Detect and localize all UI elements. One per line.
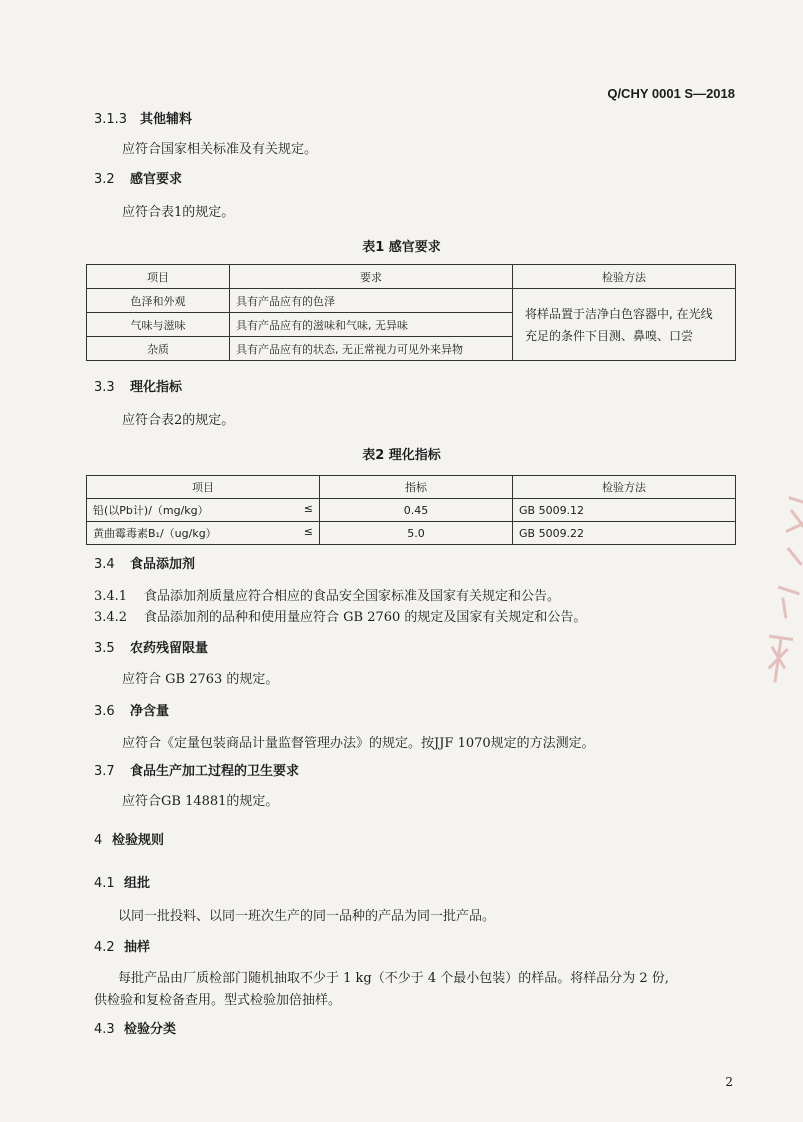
section-number: 4.3: [94, 1022, 115, 1037]
clause-number: 3.4.2: [94, 610, 128, 625]
heading-3-2: [94, 168, 182, 187]
section-title: 检验规则: [112, 833, 165, 848]
table-header-row: [87, 476, 736, 499]
section-number: 3.6: [94, 704, 115, 719]
clause-3-4-2: [94, 606, 586, 625]
item-cell: 色泽和外观: [87, 289, 230, 313]
item-label: 铅(以Pb计)/（mg/kg）: [93, 504, 209, 517]
table-row: [87, 499, 736, 522]
method-cell: GB 5009.22: [513, 522, 736, 545]
item-cell: [87, 522, 320, 545]
heading-4: [94, 829, 164, 848]
header-cell: 检验方法: [513, 265, 736, 289]
section-title: 感官要求: [130, 172, 183, 187]
requirement-cell: 具有产品应有的状态, 无正常视力可见外来异物: [230, 337, 513, 361]
clause-3-4-1: [94, 585, 560, 604]
heading-3-7: [94, 760, 299, 779]
method-cell: 将样品置于洁净白色容器中, 在光线充足的条件下目测、鼻嗅、口尝: [513, 289, 736, 361]
clause-text: 食品添加剂的品种和使用量应符合 GB 2760 的规定及国家有关规定和公告。: [144, 610, 587, 625]
header-cell: 指标: [320, 476, 513, 499]
paragraph-3-3: 应符合表2的规定。: [122, 413, 235, 428]
heading-3-3: [94, 376, 182, 395]
section-title: 其他辅料: [140, 112, 193, 127]
paragraph-3-6: 应符合《定量包装商品计量监督管理办法》的规定。按JJF 1070规定的方法测定。: [122, 736, 595, 751]
method-cell: GB 5009.12: [513, 499, 736, 522]
physicochemical-table: [86, 475, 736, 545]
stamp-mark: [756, 487, 803, 691]
paragraph-3-5: 应符合 GB 2763 的规定。: [122, 672, 279, 687]
paragraph-4-2-line1: 每批产品由厂质检部门随机抽取不少于 1 kg（不少于 4 个最小包装）的样品。将样品分为 2 份,: [118, 971, 669, 986]
value-cell: 5.0: [320, 522, 513, 545]
page-number: 2: [725, 1075, 733, 1089]
table-row: [87, 522, 736, 545]
section-number: 4.2: [94, 940, 115, 955]
heading-4-1: [94, 872, 150, 891]
section-title: 组批: [124, 876, 151, 891]
item-cell: 杂质: [87, 337, 230, 361]
item-cell: 气味与滋味: [87, 313, 230, 337]
table-header-row: [87, 265, 736, 289]
section-title: 净含量: [130, 704, 170, 719]
paragraph-3-1-3: 应符合国家相关标准及有关规定。: [122, 142, 318, 157]
item-label: 黄曲霉毒素B₁/（ug/kg）: [93, 527, 217, 540]
sensory-table: [86, 264, 736, 361]
clause-number: 3.4.1: [94, 589, 128, 604]
section-title: 食品添加剂: [130, 557, 196, 572]
section-number: 3.4: [94, 557, 115, 572]
section-title: 农药残留限量: [130, 641, 209, 656]
table2-caption: 表2 理化指标: [362, 448, 441, 463]
heading-4-3: [94, 1018, 176, 1037]
heading-4-2: [94, 936, 150, 955]
table-row: [87, 289, 736, 313]
header-cell: 检验方法: [513, 476, 736, 499]
paragraph-3-2: 应符合表1的规定。: [122, 205, 235, 220]
heading-3-1-3: [94, 108, 192, 127]
le-symbol: ≤: [303, 525, 313, 538]
section-number: 3.1.3: [94, 112, 128, 127]
header-cell: 要求: [230, 265, 513, 289]
paragraph-4-2-line2: 供检验和复检备查用。型式检验加倍抽样。: [94, 993, 342, 1008]
table1-caption: 表1 感官要求: [362, 240, 441, 255]
standard-code: Q/CHY 0001 S—2018: [607, 86, 735, 101]
section-title: 食品生产加工过程的卫生要求: [130, 764, 300, 779]
section-number: 3.3: [94, 380, 115, 395]
section-number: 3.7: [94, 764, 115, 779]
heading-3-5: [94, 637, 208, 656]
item-cell: [87, 499, 320, 522]
section-title: 理化指标: [130, 380, 183, 395]
value-cell: 0.45: [320, 499, 513, 522]
section-title: 检验分类: [124, 1022, 177, 1037]
le-symbol: ≤: [303, 502, 313, 515]
section-number: 4: [94, 833, 103, 848]
paragraph-4-1: 以同一批投料、以同一班次生产的同一品种的产品为同一批产品。: [118, 909, 496, 924]
section-number: 4.1: [94, 876, 115, 891]
heading-3-4: [94, 553, 195, 572]
section-number: 3.2: [94, 172, 115, 187]
requirement-cell: 具有产品应有的滋味和气味, 无异味: [230, 313, 513, 337]
header-cell: 项目: [87, 265, 230, 289]
requirement-cell: 具有产品应有的色泽: [230, 289, 513, 313]
section-number: 3.5: [94, 641, 115, 656]
paragraph-3-7: 应符合GB 14881的规定。: [122, 794, 279, 809]
section-title: 抽样: [124, 940, 151, 955]
heading-3-6: [94, 700, 169, 719]
clause-text: 食品添加剂质量应符合相应的食品安全国家标准及国家有关规定和公告。: [144, 589, 561, 604]
red-seal-stamp: [756, 487, 803, 693]
header-cell: 项目: [87, 476, 320, 499]
